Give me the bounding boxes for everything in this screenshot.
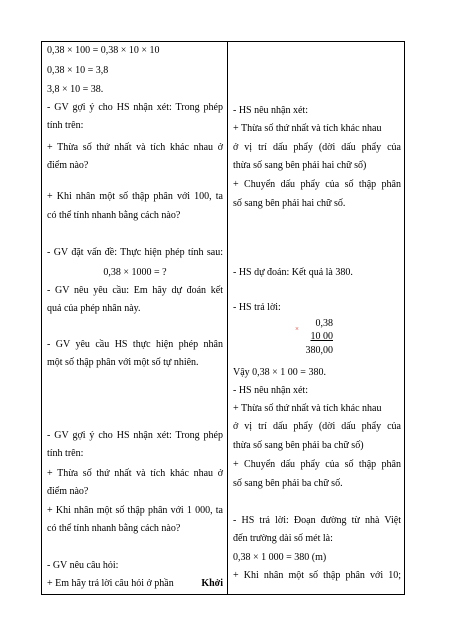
text-line: tính trên:	[47, 120, 84, 131]
text-line: thừa số sang bên phải hai chữ số)	[233, 160, 367, 171]
text-line: 3,8 × 10 = 38.	[47, 84, 104, 95]
text-line: 0,38 × 10 = 3,8	[47, 65, 109, 76]
text-line: ở vị trí dấu phẩy (dời dấu phẩy của	[233, 142, 401, 153]
text-line: + Em hãy trả lời câu hỏi ở phần	[47, 578, 174, 589]
text-line: quả của phép nhân này.	[47, 303, 141, 314]
calc-result: 380,00	[305, 345, 333, 356]
calc-multiplicand: 0,38	[315, 318, 333, 329]
text-line: - GV yêu cầu HS thực hiện phép nhân	[47, 339, 223, 350]
text-line: 0,38 × 1 000 = 380 (m)	[233, 552, 327, 563]
text-line: 0,38 × 1000 = ?	[103, 267, 167, 278]
text-line: - GV gợi ý cho HS nhận xét: Trong phép	[47, 102, 223, 113]
text-line: điểm nào?	[47, 160, 89, 171]
text-line: - HS dự đoán: Kết quả là 380.	[233, 267, 353, 278]
text-line: Vậy 0,38 × 1 00 = 380.	[233, 367, 326, 378]
teacher-activities-column	[47, 42, 223, 594]
text-line: + Chuyển dấu phẩy của số thập phân	[233, 179, 401, 190]
text-line: đến trường dài số mét là:	[233, 533, 333, 544]
text-line-wrap	[47, 575, 223, 593]
text-line: - HS nêu nhận xét:	[233, 385, 308, 396]
text-line: - GV đặt vấn đề: Thực hiện phép tính sau:	[47, 247, 223, 258]
text-line: + Thừa số thứ nhất và tích khác nhau ở	[47, 142, 223, 153]
column-divider	[227, 42, 228, 594]
multiplication-calculation	[293, 317, 353, 361]
multiply-sign: ×	[295, 325, 299, 333]
text-line: số sang bên phải ba chữ số.	[233, 478, 343, 489]
text-line: - GV nêu câu hỏi:	[47, 560, 119, 571]
lesson-table	[41, 41, 405, 595]
text-line: + Khi nhân một số thập phân với 10;	[233, 570, 401, 581]
text-line: thừa số sang bên phải ba chữ số)	[233, 440, 364, 451]
calc-multiplier: 10 00	[310, 331, 333, 342]
text-line: số sang bên phải hai chữ số.	[233, 198, 346, 209]
text-line: ở vị trí dấu phẩy (dời dấu phẩy của	[233, 421, 401, 432]
text-line: điểm nào?	[47, 486, 89, 497]
text-line: - HS nêu nhận xét:	[233, 105, 308, 116]
text-line: - HS trả lời:	[233, 302, 281, 313]
text-line: có thể tính nhanh bằng cách nào?	[47, 210, 181, 221]
text-line: một số thập phân với một số tự nhiên.	[47, 357, 199, 368]
text-line: - HS trả lời: Đoạn đường từ nhà Việt	[233, 515, 401, 526]
text-line: + Thừa số thứ nhất và tích khác nhau	[233, 403, 382, 414]
text-line: + Khi nhân một số thập phân với 1 000, ta	[47, 505, 223, 516]
text-line: tính trên:	[47, 448, 84, 459]
text-line: + Chuyển dấu phẩy của số thập phân	[233, 459, 401, 470]
text-line: + Thừa số thứ nhất và tích khác nhau ở	[47, 468, 223, 479]
student-activities-column	[233, 42, 401, 594]
bold-term: Khởi	[201, 578, 223, 589]
text-line: + Khi nhân một số thập phân với 100, ta	[47, 191, 223, 202]
text-line: - GV gợi ý cho HS nhận xét: Trong phép	[47, 430, 223, 441]
text-line: + Thừa số thứ nhất và tích khác nhau	[233, 123, 382, 134]
text-line: 0,38 × 100 = 0,38 × 10 × 10	[47, 45, 160, 56]
text-line: - GV nêu yêu cầu: Em hãy dự đoán kết	[47, 285, 223, 296]
text-line: có thể tính nhanh bằng cách nào?	[47, 523, 181, 534]
